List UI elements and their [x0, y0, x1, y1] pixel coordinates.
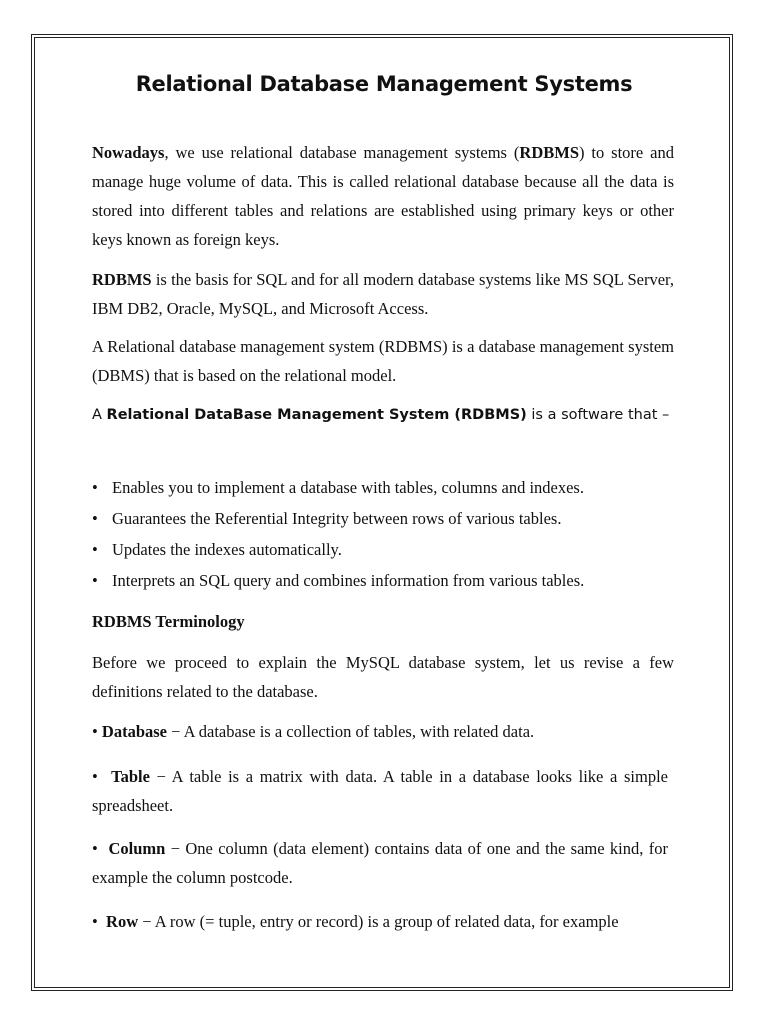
definition-text: − A row (= tuple, entry or record) is a group of related data, for example: [138, 912, 619, 931]
definition-database: [92, 717, 668, 746]
list-item: [92, 508, 682, 539]
paragraph-rdbms-basis: [92, 265, 674, 323]
bullet-icon: •: [92, 478, 98, 497]
list-item: [92, 570, 682, 601]
definition-term: Table: [111, 767, 150, 786]
software-text-1: A: [92, 407, 107, 423]
definition-text: − One column (data element) contains data of one and the same kind, for example the column postcode.: [92, 839, 668, 887]
document-title: Relational Database Management Systems: [135, 72, 633, 96]
list-item-text: Guarantees the Referential Integrity between rows of various tables.: [112, 509, 562, 528]
paragraph-rdbms-definition: A Relational database management system (RDBMS) is a database management system (DBMS) that is based on the relational model.: [92, 337, 674, 385]
definition-text: − A database is a collection of tables, with related data.: [167, 722, 535, 741]
list-item-text: Updates the indexes automatically.: [112, 540, 342, 559]
paragraph-intro: [92, 138, 674, 254]
definition-table: [92, 762, 668, 820]
basis-text: is the basis for SQL and for all modern database systems like MS SQL Server, IBM DB2, Oracle, MySQL, and Microsoft Access.: [92, 270, 674, 318]
bullet-icon: •: [92, 722, 98, 741]
definition-term: Column: [108, 839, 166, 858]
intro-bold-rdbms: RDBMS: [519, 143, 579, 162]
list-item-text: Enables you to implement a database with tables, columns and indexes.: [112, 478, 584, 497]
list-item-text: Interprets an SQL query and combines information from various tables.: [112, 571, 585, 590]
bullet-icon: •: [92, 571, 98, 590]
feature-bullet-list: [92, 477, 682, 601]
intro-text-2: ) to store and manage huge volume of data. This is called relational database because all the data is stored into different tables and relations are established using primary keys or other keys known as foreign keys.: [92, 143, 674, 249]
terminology-heading: RDBMS Terminology: [92, 612, 245, 631]
paragraph-terminology-intro: Before we proceed to explain the MySQL database system, let us revise a few definitions related to the database.: [92, 653, 674, 701]
bullet-icon: •: [92, 912, 98, 931]
bullet-icon: •: [92, 767, 98, 786]
bullet-icon: •: [92, 839, 98, 858]
list-item: [92, 477, 682, 508]
paragraph-rdbms-software: [92, 404, 682, 426]
basis-bold-rdbms: RDBMS: [92, 270, 152, 289]
intro-text-1: , we use relational database management systems (: [164, 143, 520, 162]
bullet-icon: •: [92, 509, 98, 528]
definition-row: [92, 907, 668, 936]
definition-term: Database: [101, 722, 167, 741]
definition-term: Row: [106, 912, 139, 931]
software-bold-term: Relational DataBase Management System (RDBMS): [106, 407, 527, 423]
definition-column: [92, 834, 668, 892]
definition-text: − A table is a matrix with data. A table in a database looks like a simple spreadsheet.: [92, 767, 669, 815]
intro-bold-nowadays: Nowadays: [92, 143, 165, 162]
software-text-2: is a software that –: [526, 407, 670, 423]
bullet-icon: •: [92, 540, 98, 559]
list-item: [92, 539, 682, 570]
